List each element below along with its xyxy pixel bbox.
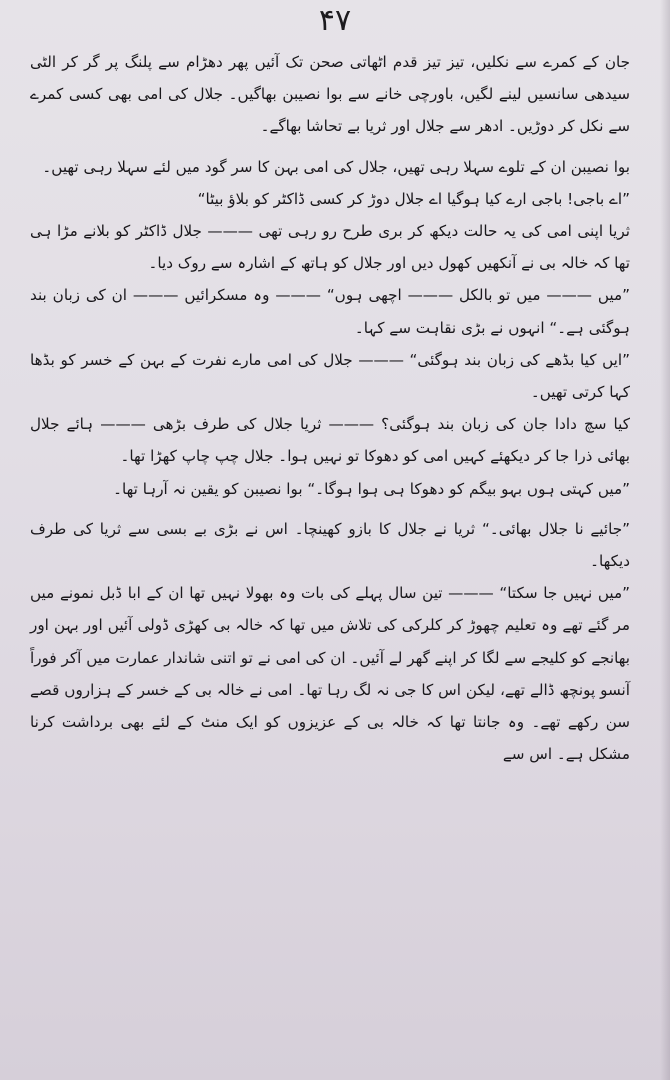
paragraph: کیا سچ دادا جان کی زبان بند ہوگئی؟ ——— ثریا جلال کی طرف بڑھی ——— ہائے جلال بھائی ذرا جا کر دیکھئے کہیں امی کو دھوکا تو نہیں ہوا۔ جلال چپ چاپ کھڑا تھا۔ (30, 415, 630, 466)
paragraph: ثریا اپنی امی کی یہ حالت دیکھ کر بری طرح رو رہی تھی ——— جلال ڈاکٹر کو بلانے مڑا ہی تھا کہ خالہ بی نے آنکھیں کھول دیں اور جلال کو ہاتھ کے اشارہ سے روک دیا۔ (30, 222, 630, 273)
page-edge-shadow (660, 0, 670, 1080)
page-number: ۴۷ (318, 3, 352, 38)
body-text (30, 46, 630, 770)
paragraph: ”میں ——— میں تو بالکل ——— اچھی ہوں“ ——— وہ مسکرائیں ——— ان کی زبان بند ہوگئی ہے۔“ انہوں نے بڑی نقاہت سے کہا۔ (30, 286, 630, 337)
paragraph: بوا نصیبن ان کے تلوے سہلا رہی تھیں، جلال کی امی بہن کا سر گود میں لئے سہلا رہی تھیں۔ (42, 157, 630, 176)
paragraph: ”ایں کیا بڈھے کی زبان بند ہوگئی“ ——— جلال کی امی مارے نفرت کے بہن کے خسر کو بڈھا کہا کرتی تھیں۔ (30, 350, 630, 402)
paragraph: جان کے کمرے سے نکلیں، تیز تیز قدم اٹھاتی صحن تک آئیں پھر دھڑام سے پلنگ پر گر کر الٹی سیدھی سانسیں لینے لگیں، باورچی خانے سے بوا نصیبن بھاگیں۔ جلال کی امی بھی کسی کمرے سے نکل کر دوڑیں۔ ادھر سے جلال اور ثریا بے تحاشا بھاگے۔ (30, 53, 630, 136)
paragraph: ”اے باجی! باجی ارے کیا ہوگیا اے جلال دوڑ کر کسی ڈاکٹر کو بلاؤ بیٹا“ (197, 189, 630, 208)
paragraph: ”میں کہتی ہوں بہو بیگم کو دھوکا ہی ہوا ہوگا۔“ بوا نصیبن کو یقین نہ آرہا تھا۔ (113, 479, 630, 498)
paragraph: ”میں نہیں جا سکتا“ ——— تین سال پہلے کی بات وہ بھولا نہیں تھا ان کے ابا ڈبل نمونے میں مر گئے تھے وہ تعلیم چھوڑ کر کلرکی کی تلاش میں تھا کہ خالہ بی کھڑی ڈولی آئیں اور بہن اور بھانجے کو کلیجے سے لگا کر اپنے گھر لے آئیں۔ ان کی امی نے تو اتنی شاندار عمارت میں آکر فوراً آنسو پونچھ ڈالے تھے، لیکن اس کا جی نہ لگ رہا تھا۔ امی نے خالہ بی کے خسر کے ہزاروں قصے سن رکھے تھے۔ وہ جانتا تھا کہ خالہ بی کے عزیزوں کو ایک منٹ کے لئے بھی برداشت کرنا مشکل ہے۔ اس سے (30, 584, 630, 764)
paragraph: ”جائیے نا جلال بھائی۔“ ثریا نے جلال کا بازو کھینچا۔ اس نے بڑی بے بسی سے ثریا کی طرف دیکھا۔ (30, 519, 630, 571)
